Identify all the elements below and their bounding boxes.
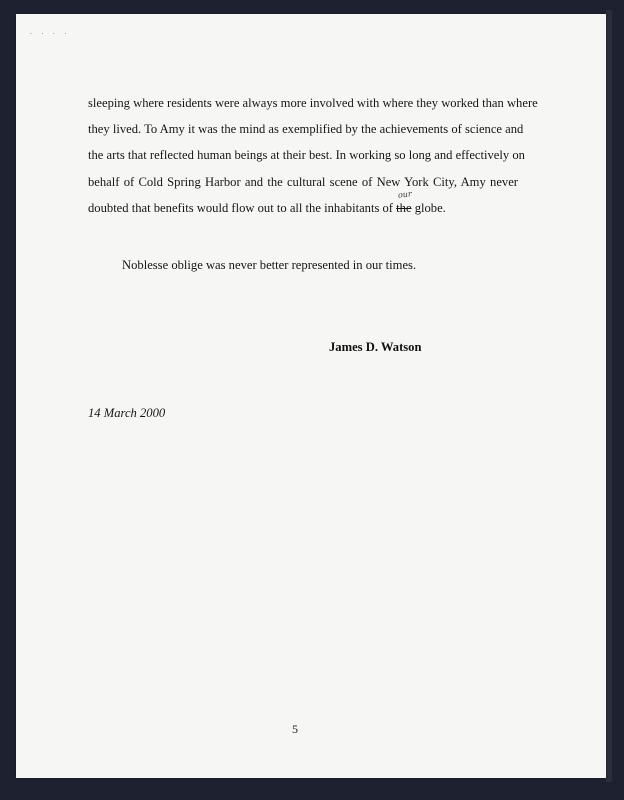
handwritten-insert: our	[397, 189, 413, 200]
paragraph-1	[88, 90, 538, 221]
scan-specks: . . . .	[30, 28, 71, 36]
paragraph-2: Noblesse oblige was never better represented in our times.	[122, 258, 417, 272]
paragraph-1-line-1: sleeping where residents were always more involved with where they worked than where	[88, 96, 538, 110]
date: 14 March 2000	[88, 406, 166, 420]
paragraph-1-line-2: they lived. To Amy it was the mind as exemplified by the achievements of science and	[88, 122, 524, 137]
struck-word: the	[396, 200, 412, 215]
paragraph-1-line-3: the arts that reflected human beings at their best. In working so long and effectively on	[88, 148, 525, 163]
paragraph-1-line-4: behalf of Cold Spring Harbor and the cultural scene of New York City, Amy never	[88, 174, 518, 189]
signature: James D. Watson	[329, 340, 422, 354]
page-number: 5	[292, 722, 298, 736]
paragraph-1-line-5-start: doubted that benefits would flow out to all the inhabitants of	[88, 200, 397, 215]
page-edge-shadow	[606, 10, 612, 782]
handwritten-correction	[396, 189, 413, 221]
paragraph-1-line-5-end: globe.	[411, 200, 446, 215]
paragraph-1-line-5	[88, 189, 518, 221]
